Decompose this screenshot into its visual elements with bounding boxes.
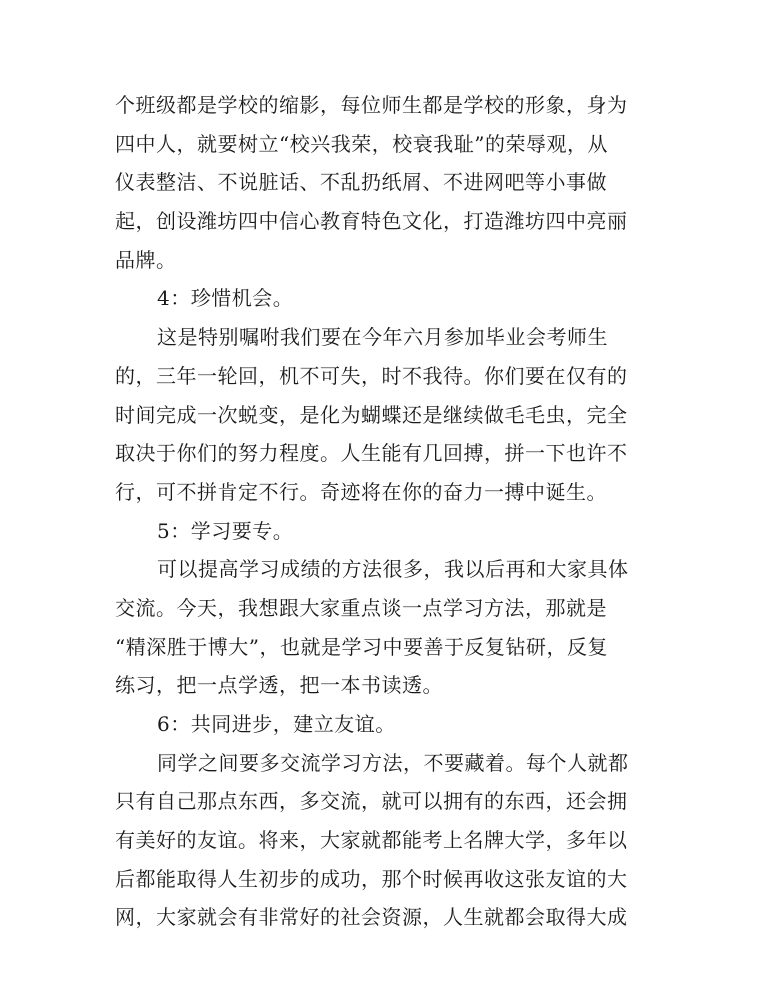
text-line: 仪表整洁、不说脏话、不乱扔纸屑、不进网吧等小事做: [115, 170, 607, 195]
text-line: 取决于你们的努力程度。人生能有几回搏，拼一下也许不: [115, 441, 628, 466]
document-body: [115, 86, 640, 937]
text-line: 时间完成一次蜕变，是化为蝴蝶还是继续做毛毛虫，完全: [115, 402, 628, 427]
text-line: 品牌。: [115, 247, 177, 272]
text-line: 6：共同进步，建立友谊。: [157, 712, 396, 736]
text-line: 同学之间要多交流学习方法，不要藏着。每个人就都: [157, 750, 629, 775]
text-line: 个班级都是学校的缩影，每位师生都是学校的形象，身为: [115, 93, 628, 117]
text-line: 起，创设潍坊四中信心教育特色文化，打造潍坊四中亮丽: [115, 209, 628, 234]
text-line: 网，大家就会有非常好的社会资源，人生就都会取得大成: [115, 905, 628, 930]
text-line: 交流。今天，我想跟大家重点谈一点学习方法，那就是: [115, 595, 607, 620]
text-line: 四中人，就要树立“校兴我荣，校衰我耻”的荣辱观，从: [115, 131, 608, 156]
text-line: 4：珍惜机会。: [157, 286, 294, 311]
text-line: “精深胜于博大”，也就是学习中要善于反复钻研，反复: [115, 634, 608, 659]
text-line: 的，三年一轮回，机不可失，时不我待。你们要在仅有的: [115, 363, 628, 388]
text-line: 只有自己那点东西，多交流，就可以拥有的东西，还会拥: [115, 789, 628, 814]
text-line: 后都能取得人生初步的成功，那个时候再收这张友谊的大: [115, 866, 628, 891]
text-line: 练习，把一点学透，把一本书读透。: [115, 673, 443, 698]
text-line: 可以提高学习成绩的方法很多，我以后再和大家具体: [157, 557, 629, 582]
text-line: 有美好的友谊。将来，大家就都能考上名牌大学，多年以: [115, 828, 628, 853]
text-line: 这是特别嘱咐我们要在今年六月参加毕业会考师生: [157, 325, 608, 350]
text-line: 行，可不拼肯定不行。奇迹将在你的奋力一搏中诞生。: [115, 479, 607, 504]
text-line: 5：学习要专。: [157, 518, 294, 543]
